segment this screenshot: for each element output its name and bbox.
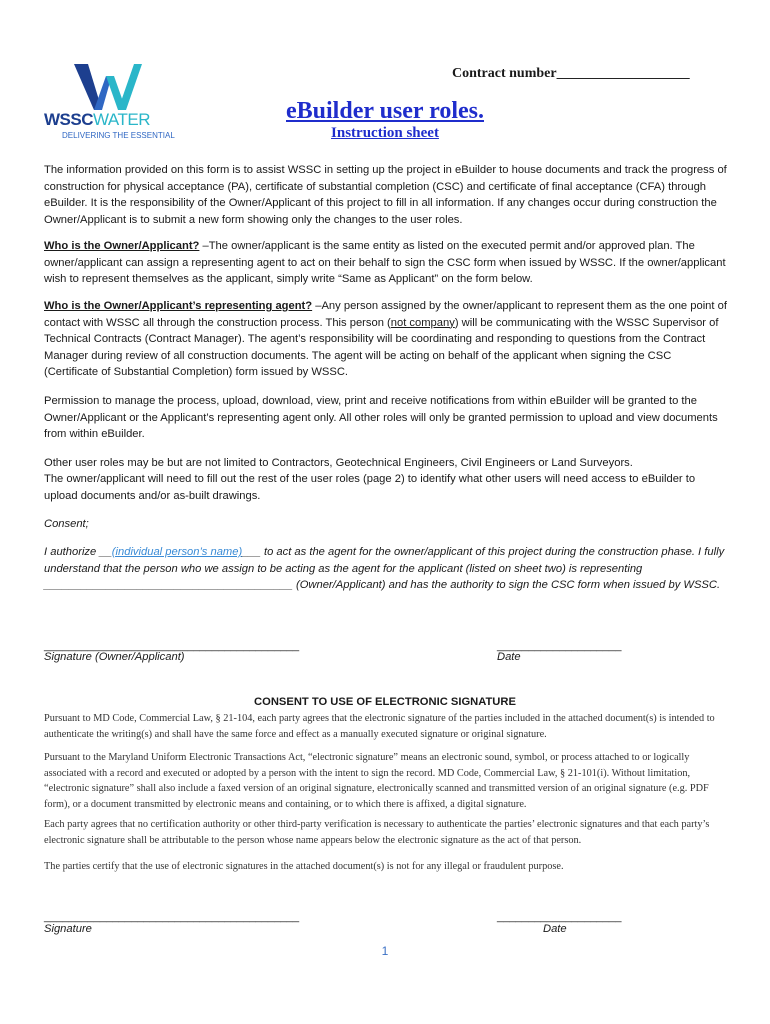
owner-paragraph [44, 238, 728, 288]
rep-heading: Who is the Owner/Applicant’s representing agent? [44, 300, 313, 312]
other-roles-paragraph: The owner/applicant will need to fill out the rest of the user roles (page 2) to identify what other users will need access to eBuilder to upload documents and/or as-built drawings. [44, 473, 696, 502]
logo-water: WATER [93, 110, 150, 129]
esig-paragraph-4: The parties certify that the use of electronic signatures in the attached document(s) is not for any illegal or fraudulent purpose. [44, 861, 564, 872]
consent-text-2: ___ to act as the agent for the owner/applicant of this project during the construction phase. I fully understand that the person who we assign to be acting as the agent for the applicant (listed on sheet two) is representing ________________________________________ (Owner/Applicant) and has the authority to sign the CSC form when issued by WSSC. [44, 546, 725, 592]
permission-paragraph: Permission to manage the process, upload, download, view, print and receive notifications from within eBuilder will be granted to the Owner/Applicant or the Applicant’s representing agent only. All other roles will only be granted permission to upload and view documents from within eBuilder. [44, 395, 718, 441]
logo-wssc: WSSC [44, 110, 93, 129]
esig-paragraph-1: Pursuant to MD Code, Commercial Law, § 21-104, each party agrees that the electronic signature of the parties included in the attached document(s) is intended to authenticate the writing(s) and shall have the same force and effect as a manually executed signature or original signature. [44, 713, 715, 740]
date-label-2: Date [543, 923, 567, 935]
rep-not-company: not company [390, 316, 455, 329]
page-number: 1 [381, 944, 389, 958]
consent-label: Consent; [44, 518, 89, 530]
signature-label: Signature [44, 923, 92, 935]
intro-paragraph: The information provided on this form is to assist WSSC in setting up the project in eBuilder to house documents and track the progress of construction for physical acceptance (PA), certificate of substantial completion (CSC) and certificate of final acceptance (CFA) through eBuilder. It is the responsibility of the Owner/Applicant of this project to fill in all information. If any changes occur during construction the Owner/Applicant is to submit a new form showing only the changes to the user roles. [44, 164, 727, 226]
owner-heading: Who is the Owner/Applicant? [44, 240, 200, 252]
rep-text-1: –Any person assigned by the owner/applicant to represent them as the one point of contact with WSSC all through the construction process. This person ( [44, 300, 727, 329]
rep-paragraph [44, 298, 728, 381]
date-line-2: ____________________ [497, 911, 622, 923]
individual-name-link[interactable]: (individual person’s name) [111, 546, 243, 558]
page-subtitle: Instruction sheet [331, 125, 439, 141]
owner-signature-line: _________________________________________ [44, 640, 300, 652]
logo-tagline: DELIVERING THE ESSENTIAL [62, 131, 175, 140]
date-line-1: ____________________ [497, 640, 622, 652]
consent-text-1: I authorize __ [44, 546, 112, 558]
rep-text-2: ) will be communicating with the WSSC Supervisor of Technical Contracts (Contract Manager). The agent’s responsibility will be coordinating and responding to questions from the Contract Manager during review of all construction documents. The agent will be acting on behalf of the applicant when signing the CSC (Certificate of Substantial Completion) form issued by WSSC. [44, 316, 719, 379]
date-label-1: Date [497, 651, 521, 663]
electronic-signature-heading: CONSENT TO USE OF ELECTRONIC SIGNATURE [254, 696, 516, 708]
page-title: eBuilder user roles. [286, 98, 484, 124]
esig-paragraph-2: Pursuant to the Maryland Uniform Electronic Transactions Act, “electronic signature” means an electronic sound, symbol, or process attached to or logically associated with a record and executed or adopted by a person with the intent to sign the record. MD Code, Commercial Law, § 21-101(i). Without limitation, “electronic signature” shall also include a faxed version of an original signature, electronically scanned and transmitted version of an original signature (e.g. PDF form), or a document transmitted by electronic means and containing, or to which there is affixed, a digital signature. [44, 752, 709, 810]
consent-paragraph [44, 544, 728, 594]
contract-number: Contract number___________________ [452, 66, 690, 81]
signature-line: _________________________________________ [44, 911, 300, 923]
other-roles-line: Other user roles may be but are not limited to Contractors, Geotechnical Engineers, Civil Engineers or Land Surveyors. [44, 457, 633, 469]
esig-paragraph-3: Each party agrees that no certification authority or other third-party verification is necessary to authenticate the parties’ electronic signatures and that each party’s electronic signature shall be attributable to the person whose name appears below the electronic signature as the act of that person. [44, 819, 710, 846]
owner-text: –The owner/applicant is the same entity as listed on the executed permit and/or approved plan. The owner/applicant can assign a representing agent to act on their behalf to sign the CSC form when issued by WSSC. If the owner/applicant wish to represent themselves as the applicant, simply write “Same as Applicant” on the form below. [44, 240, 726, 286]
owner-signature-label: Signature (Owner/Applicant) [44, 651, 185, 663]
